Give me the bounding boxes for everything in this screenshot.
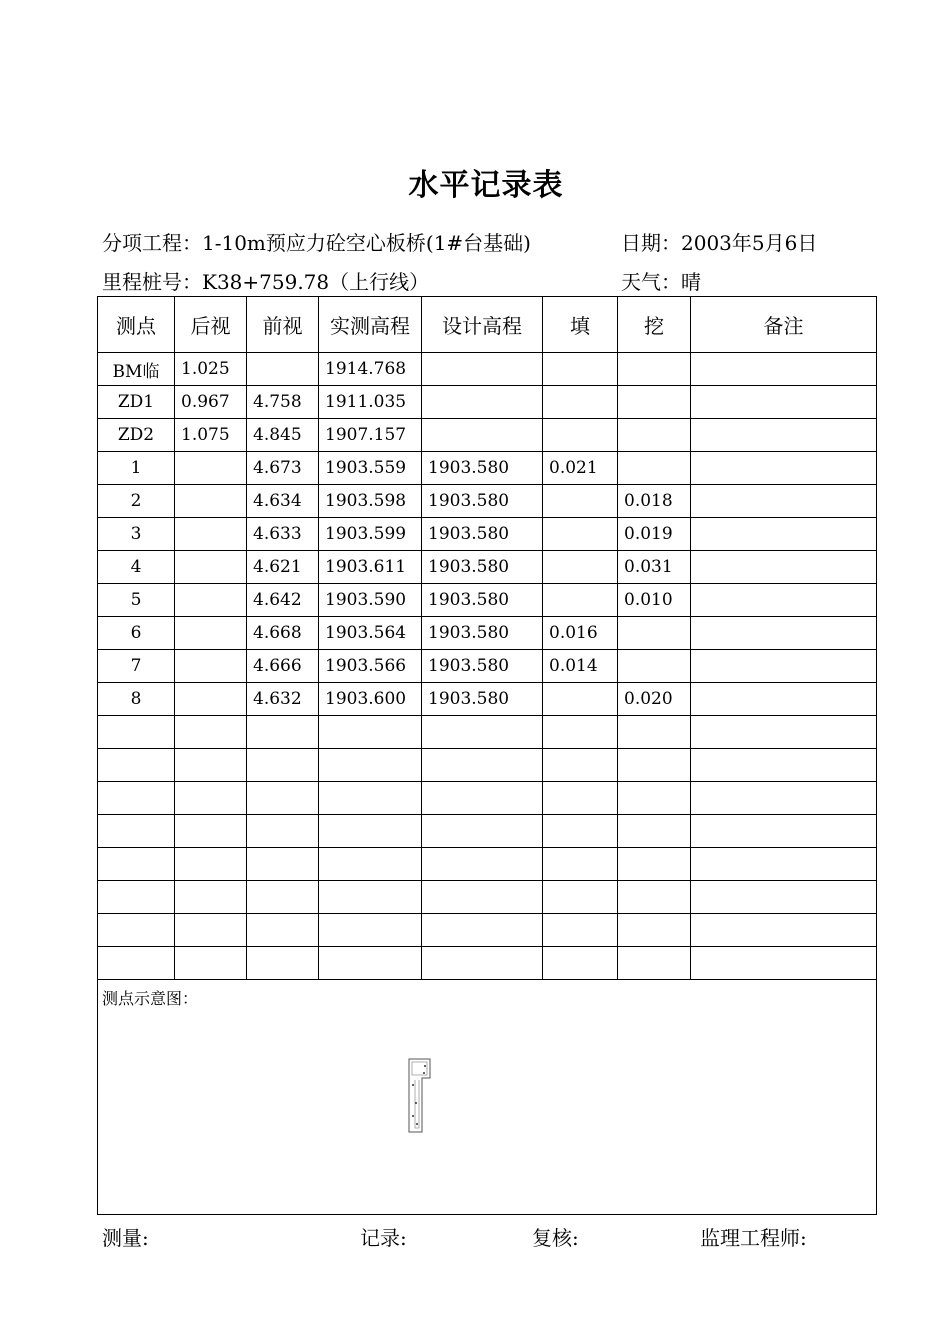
- table-cell: 4.845: [247, 419, 319, 452]
- table-row: [98, 584, 877, 617]
- table-cell: 1903.580: [422, 584, 543, 617]
- table-cell: [543, 683, 618, 716]
- sketch-area: [98, 980, 877, 1215]
- table-cell: [98, 749, 175, 782]
- table-cell: 4.758: [247, 386, 319, 419]
- table-cell: [422, 749, 543, 782]
- header-cell: 挖: [618, 297, 691, 353]
- table-cell: 1903.580: [422, 518, 543, 551]
- table-cell: [543, 848, 618, 881]
- table-cell: [247, 848, 319, 881]
- table-cell: 1903.559: [319, 452, 422, 485]
- page-title: 水平记录表: [408, 168, 564, 203]
- table-cell: [422, 815, 543, 848]
- table-cell: [543, 749, 618, 782]
- table-cell: [175, 848, 247, 881]
- table-cell: [543, 947, 618, 980]
- table-cell: [247, 947, 319, 980]
- table-cell: 1903.566: [319, 650, 422, 683]
- table-cell: 0.010: [618, 584, 691, 617]
- table-cell: 1.075: [175, 419, 247, 452]
- table-cell: [543, 914, 618, 947]
- table-row: [98, 419, 877, 452]
- table-row: [98, 353, 877, 386]
- supervisor-signature: 监理工程师:: [700, 1226, 807, 1250]
- table-cell: [175, 485, 247, 518]
- table-cell: [618, 617, 691, 650]
- table-cell: [618, 749, 691, 782]
- table-cell: [691, 749, 877, 782]
- table-cell: 6: [98, 617, 175, 650]
- table-cell: 4.634: [247, 485, 319, 518]
- table-cell: 1903.590: [319, 584, 422, 617]
- record-signature: 记录:: [360, 1226, 407, 1250]
- table-cell: 1903.580: [422, 617, 543, 650]
- table-cell: [422, 716, 543, 749]
- project-value: 1-10m预应力砼空心板桥(1#台基础): [202, 231, 531, 255]
- table-cell: [543, 716, 618, 749]
- table-cell: 4.668: [247, 617, 319, 650]
- table-cell: 1903.580: [422, 485, 543, 518]
- station-value: K38+759.78（上行线）: [202, 270, 430, 294]
- table-cell: [98, 848, 175, 881]
- project-info: [102, 227, 531, 256]
- table-row: [98, 815, 877, 848]
- table-cell: 0.014: [543, 650, 618, 683]
- table-cell: 5: [98, 584, 175, 617]
- table-row: [98, 617, 877, 650]
- table-cell: 1903.599: [319, 518, 422, 551]
- review-signature: 复核:: [532, 1226, 579, 1250]
- table-row: [98, 650, 877, 683]
- table-cell: [543, 815, 618, 848]
- table-cell: 3: [98, 518, 175, 551]
- date-label: 日期：: [621, 231, 681, 255]
- table-cell: [98, 914, 175, 947]
- table-cell: 0.016: [543, 617, 618, 650]
- header-cell: 实测高程: [319, 297, 422, 353]
- level-record-table: [97, 296, 877, 1215]
- station-info: [102, 266, 429, 295]
- table-cell: [175, 683, 247, 716]
- table-cell: [422, 353, 543, 386]
- table-cell: [422, 947, 543, 980]
- table-cell: [175, 782, 247, 815]
- table-cell: [247, 716, 319, 749]
- header-cell: 后视: [175, 297, 247, 353]
- table-cell: [98, 881, 175, 914]
- table-cell: 1903.580: [422, 683, 543, 716]
- table-cell: [618, 650, 691, 683]
- table-cell: 1903.580: [422, 650, 543, 683]
- table-cell: 1903.600: [319, 683, 422, 716]
- table-cell: 4.632: [247, 683, 319, 716]
- table-cell: [618, 947, 691, 980]
- table-cell: [691, 551, 877, 584]
- weather-info: [621, 266, 701, 295]
- table-cell: 1.025: [175, 353, 247, 386]
- table-cell: 4.666: [247, 650, 319, 683]
- table-cell: [175, 584, 247, 617]
- table-cell: [247, 749, 319, 782]
- table-cell: [618, 353, 691, 386]
- table-cell: [175, 716, 247, 749]
- table-row: [98, 485, 877, 518]
- table-cell: [691, 683, 877, 716]
- survey-point-sketch: [408, 1058, 432, 1134]
- station-label: 里程桩号：: [102, 270, 202, 294]
- table-cell: 1907.157: [319, 419, 422, 452]
- table-cell: 1: [98, 452, 175, 485]
- table-cell: [319, 848, 422, 881]
- table-cell: [543, 353, 618, 386]
- weather-label: 天气：: [621, 270, 681, 294]
- header-cell: 备注: [691, 297, 877, 353]
- table-cell: [618, 848, 691, 881]
- table-row: [98, 914, 877, 947]
- project-label: 分项工程：: [102, 231, 202, 255]
- table-cell: 4: [98, 551, 175, 584]
- table-header-row: [98, 297, 877, 353]
- table-row: [98, 683, 877, 716]
- table-cell: [422, 881, 543, 914]
- table-cell: [247, 782, 319, 815]
- table-cell: [422, 419, 543, 452]
- table-cell: [618, 452, 691, 485]
- table-cell: [422, 914, 543, 947]
- table-cell: [422, 848, 543, 881]
- table-cell: [319, 815, 422, 848]
- table-cell: [175, 452, 247, 485]
- table-cell: [175, 815, 247, 848]
- table-cell: [691, 947, 877, 980]
- table-cell: 1903.598: [319, 485, 422, 518]
- table-cell: [691, 914, 877, 947]
- table-cell: [175, 617, 247, 650]
- table-cell: 1914.768: [319, 353, 422, 386]
- table-cell: [422, 386, 543, 419]
- table-cell: BM临: [98, 353, 175, 386]
- date-value: 2003年5月6日: [681, 231, 818, 255]
- table-cell: [618, 881, 691, 914]
- table-cell: 0.019: [618, 518, 691, 551]
- table-row: [98, 452, 877, 485]
- table-cell: 8: [98, 683, 175, 716]
- table-cell: 4.621: [247, 551, 319, 584]
- sketch-row: [98, 980, 877, 1215]
- table-cell: [618, 782, 691, 815]
- table-cell: [175, 650, 247, 683]
- table-cell: [691, 485, 877, 518]
- table-cell: [319, 914, 422, 947]
- table-cell: [319, 749, 422, 782]
- table-cell: [175, 914, 247, 947]
- table-row: [98, 947, 877, 980]
- table-cell: 4.642: [247, 584, 319, 617]
- table-cell: [543, 551, 618, 584]
- table-cell: [543, 386, 618, 419]
- table-cell: [618, 914, 691, 947]
- table-cell: [98, 716, 175, 749]
- table-cell: [691, 584, 877, 617]
- table-cell: [319, 716, 422, 749]
- table-row: [98, 848, 877, 881]
- table-cell: [175, 518, 247, 551]
- table-cell: [247, 881, 319, 914]
- table-cell: 2: [98, 485, 175, 518]
- table-cell: 1903.580: [422, 551, 543, 584]
- table-cell: [319, 782, 422, 815]
- table-cell: [691, 419, 877, 452]
- table-cell: [691, 881, 877, 914]
- table-cell: 0.021: [543, 452, 618, 485]
- table-row: [98, 551, 877, 584]
- table-cell: [691, 518, 877, 551]
- table-row: [98, 716, 877, 749]
- table-cell: 1903.564: [319, 617, 422, 650]
- table-cell: [247, 353, 319, 386]
- table-cell: [319, 881, 422, 914]
- header-cell: 测点: [98, 297, 175, 353]
- table-cell: [175, 749, 247, 782]
- table-cell: [543, 518, 618, 551]
- table-cell: [691, 815, 877, 848]
- table-cell: 0.018: [618, 485, 691, 518]
- table-cell: 4.633: [247, 518, 319, 551]
- table-cell: [98, 815, 175, 848]
- table-row: [98, 518, 877, 551]
- table-row: [98, 386, 877, 419]
- table-cell: [247, 914, 319, 947]
- table-row: [98, 749, 877, 782]
- table-cell: [175, 947, 247, 980]
- table-cell: [543, 881, 618, 914]
- table-cell: 1903.611: [319, 551, 422, 584]
- table-cell: [618, 419, 691, 452]
- table-cell: [691, 848, 877, 881]
- table-cell: [98, 947, 175, 980]
- table-cell: 1911.035: [319, 386, 422, 419]
- table-cell: [691, 617, 877, 650]
- table-cell: [247, 815, 319, 848]
- header-cell: 填: [543, 297, 618, 353]
- table-cell: [543, 485, 618, 518]
- table-cell: [543, 419, 618, 452]
- table-cell: [543, 782, 618, 815]
- table-cell: [543, 584, 618, 617]
- table-cell: [175, 551, 247, 584]
- table-cell: 7: [98, 650, 175, 683]
- table-cell: [618, 386, 691, 419]
- table-cell: 0.967: [175, 386, 247, 419]
- table-cell: [691, 782, 877, 815]
- table-cell: 4.673: [247, 452, 319, 485]
- sketch-label: 测点示意图：: [102, 989, 199, 1008]
- table-cell: ZD1: [98, 386, 175, 419]
- table-cell: [691, 386, 877, 419]
- header-cell: 前视: [247, 297, 319, 353]
- date-info: [621, 227, 817, 256]
- table-cell: [618, 815, 691, 848]
- measure-signature: 测量:: [102, 1226, 149, 1250]
- table-row: [98, 881, 877, 914]
- table-cell: [691, 650, 877, 683]
- table-cell: [691, 353, 877, 386]
- table-cell: 0.031: [618, 551, 691, 584]
- table-cell: ZD2: [98, 419, 175, 452]
- table-cell: 1903.580: [422, 452, 543, 485]
- weather-value: 晴: [681, 270, 701, 294]
- table-cell: 0.020: [618, 683, 691, 716]
- table-row: [98, 782, 877, 815]
- header-cell: 设计高程: [422, 297, 543, 353]
- table-cell: [98, 782, 175, 815]
- table-cell: [691, 716, 877, 749]
- table-cell: [691, 452, 877, 485]
- table-cell: [175, 881, 247, 914]
- table-cell: [319, 947, 422, 980]
- table-cell: [618, 716, 691, 749]
- table-cell: [422, 782, 543, 815]
